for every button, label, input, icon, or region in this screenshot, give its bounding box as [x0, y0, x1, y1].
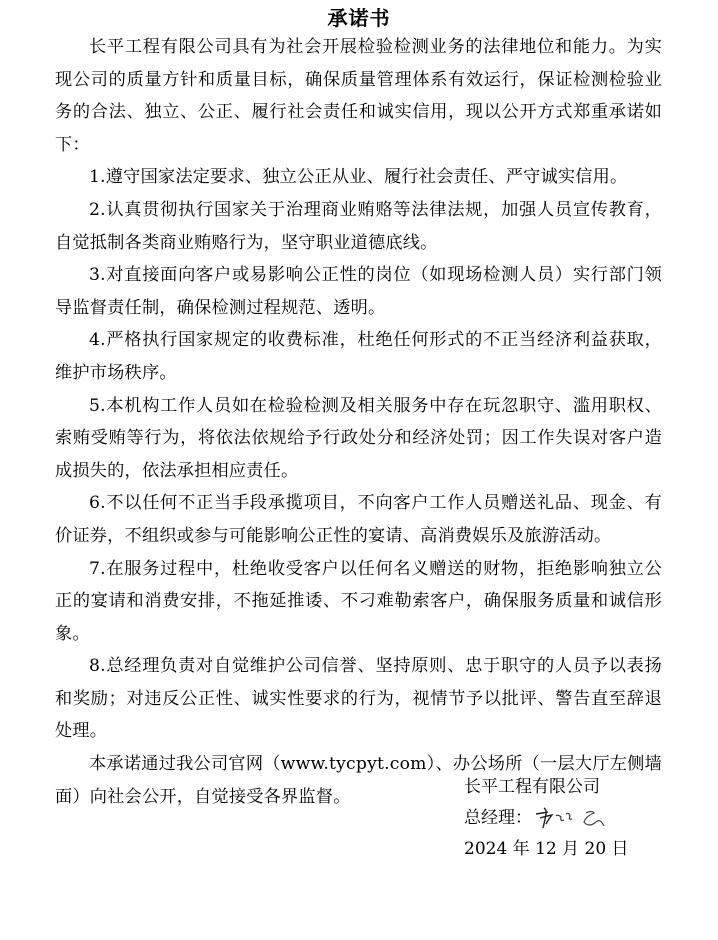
document-body	[55, 31, 662, 813]
signing-date: 2024 年 12 月 20 日	[464, 839, 629, 859]
commitment-item-7: 7.在服务过程中，杜绝收受客户以任何名义赠送的财物，拒绝影响独立公正的宴请和消费安排，不拖延推诿、不刁难勒索客户，确保服务质量和诚信形象。	[55, 558, 662, 644]
commitment-item-2: 2.认真贯彻执行国家关于治理商业贿赂等法律法规，加强人员宣传教育，自觉抵制各类商业贿赂行为，坚守职业道德底线。	[55, 199, 662, 253]
manager-line	[464, 803, 629, 834]
commitment-item-6: 6.不以任何不正当手段承揽项目，不向客户工作人员赠送礼品、现金、有价证券，不组织或参与可能影响公正性的宴请、高消费娱乐及旅游活动。	[55, 493, 662, 546]
document-title: 承诺书	[327, 6, 391, 30]
intro-paragraph: 长平工程有限公司具有为社会开展检验检测业务的法律地位和能力。为实现公司的质量方针和质量目标，确保质量管理体系有效运行，保证检测检验业务的合法、独立、公正、履行社会责任和诚实信用，现以公开方式郑重承诺如下：	[55, 37, 662, 155]
handwritten-signature-icon	[534, 804, 624, 834]
commitment-item-3: 3.对直接面向客户或易影响公正性的岗位（如现场检测人员）实行部门领导监督责任制，确保检测过程规范、透明。	[55, 265, 662, 318]
commitment-item-5: 5.本机构工作人员如在检验检测及相关服务中存在玩忽职守、滥用职权、索贿受贿等行为，将依法依规给予行政处分和经济处罚；因工作失误对客户造成损失的，依法承担相应责任。	[55, 395, 662, 481]
signature-block	[464, 772, 629, 865]
commitment-item-8: 8.总经理负责对自觉维护公司信誉、坚持原则、忠于职守的人员予以表扬和奖励；对违反公正性、诚实性要求的行为，视情节予以批评、警告直至辞退处理。	[55, 656, 662, 742]
company-name: 长平工程有限公司	[464, 777, 600, 797]
commitment-item-1: 1.遵守国家法定要求、独立公正从业、履行社会责任、严守诚实信用。	[89, 167, 628, 188]
commitment-item-4: 4.严格执行国家规定的收费标准，杜绝任何形式的不正当经济利益获取，维护市场秩序。	[55, 330, 662, 383]
closing-paragraph: 本承诺通过我公司官网（www.tycpyt.com）、办公场所（一层大厅左侧墙面）向社会公开，自觉接受各界监督。	[55, 754, 662, 807]
manager-label: 总经理：	[464, 808, 532, 828]
